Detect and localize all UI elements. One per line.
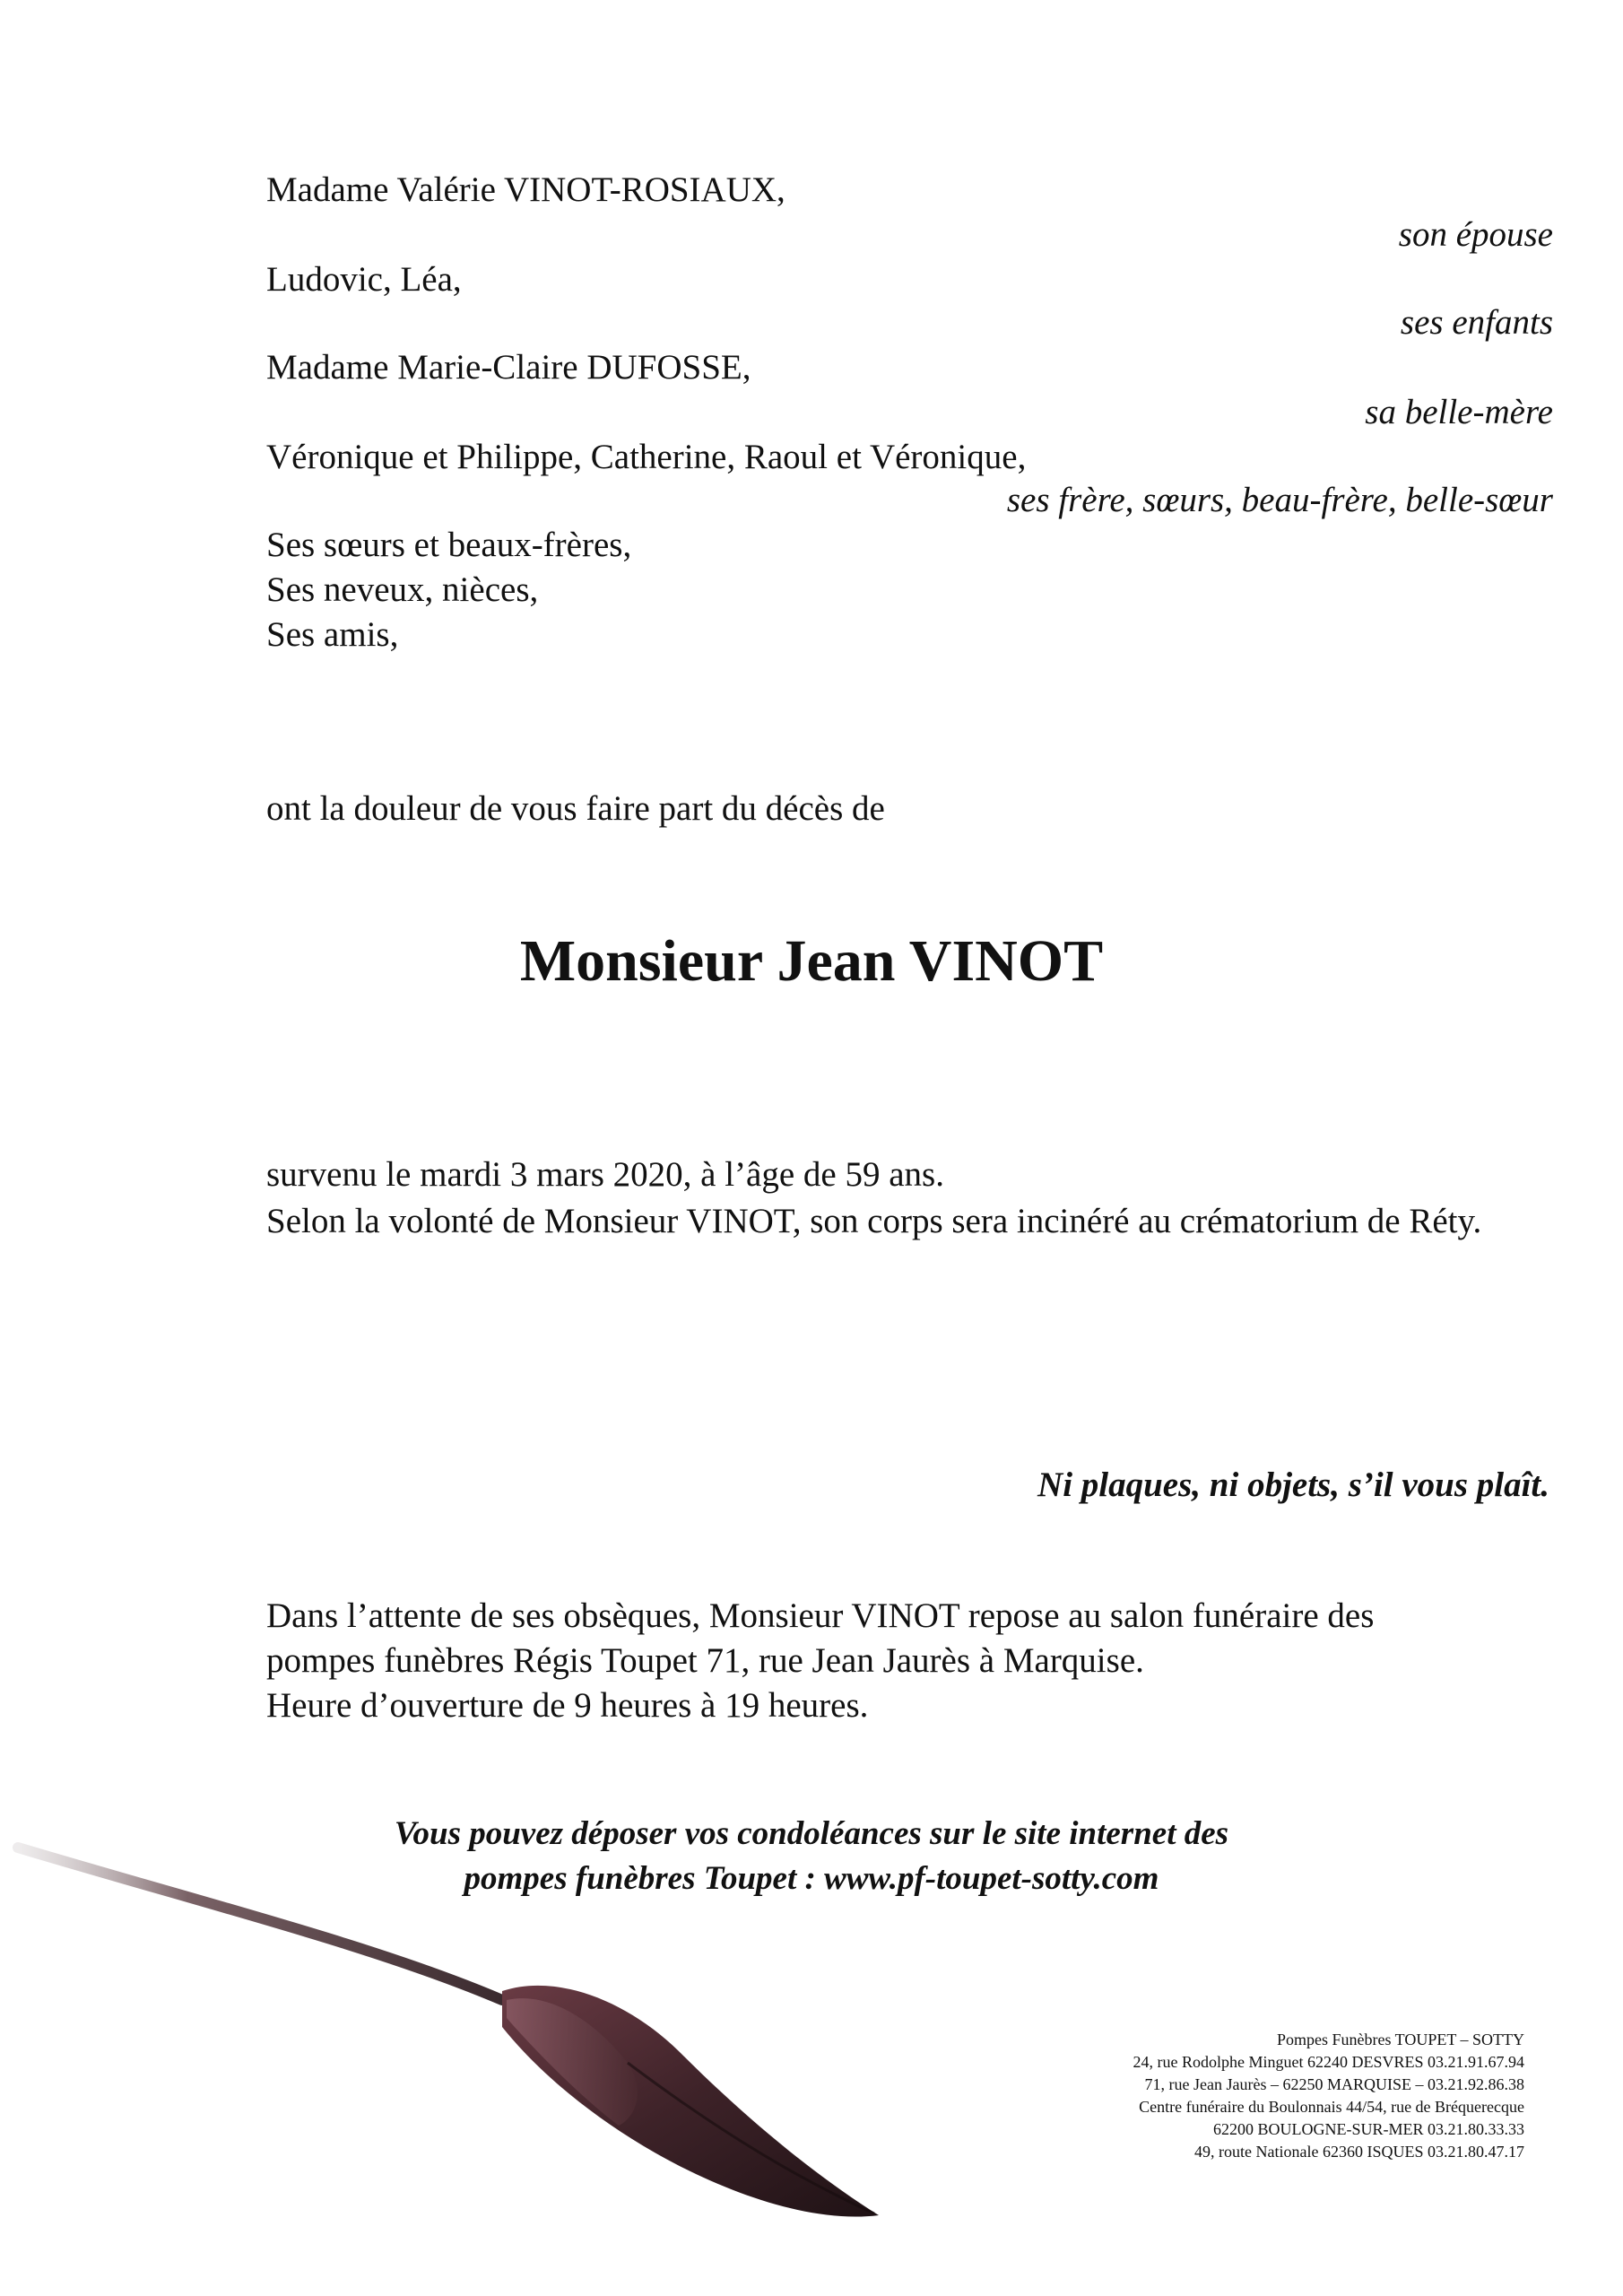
cremation-text: Selon la volonté de Monsieur VINOT, son corps sera incinéré au crématorium de Réty. — [266, 1202, 1482, 1240]
footer-boulogne: 62200 BOULOGNE-SUR-MER 03.21.80.33.33 — [1212, 2120, 1524, 2138]
footer-desvres: 24, rue Rodolphe Minguet 62240 DESVRES 03.21.91.67.94 — [1133, 2053, 1524, 2071]
salon-line-2: pompes funèbres Régis Toupet 71, rue Jean Jaurès à Marquise. — [266, 1641, 1144, 1680]
salon-line-3: Heure d’ouverture de 9 heures à 19 heures. — [266, 1686, 869, 1725]
condolences-line-2: pompes funèbres Toupet : www.pf-toupet-sotty.com — [464, 1860, 1159, 1897]
role-mother-in-law: sa belle-mère — [1365, 393, 1553, 431]
footer-marquise: 71, rue Jean Jaurès – 62250 MARQUISE – 03.21.92.86.38 — [1144, 2075, 1524, 2093]
footer-company: Pompes Funèbres TOUPET – SOTTY — [1276, 2031, 1524, 2048]
deceased-name: Monsieur Jean VINOT — [519, 928, 1104, 994]
role-children: ses enfants — [1400, 303, 1553, 342]
footer-isques: 49, route Nationale 62360 ISQUES 03.21.80.47.17 — [1194, 2143, 1524, 2161]
role-spouse: son épouse — [1398, 215, 1553, 254]
salon-line-1: Dans l’attente de ses obsèques, Monsieur VINOT repose au salon funéraire des — [266, 1596, 1375, 1635]
no-plaques-notice: Ni plaques, ni objets, s’il vous plaît. — [1037, 1465, 1549, 1504]
family-line-siblings: Véronique et Philippe, Catherine, Raoul et Véronique, — [266, 438, 1027, 476]
condolences-block — [0, 1812, 1623, 1901]
announcement-text: ont la douleur de vous faire part du décès de — [266, 789, 885, 828]
role-siblings: ses frère, sœurs, beau-frère, belle-sœur — [1006, 481, 1553, 519]
family-line-sisters: Ses sœurs et beaux-frères, — [266, 526, 632, 564]
funeral-home-footer — [1133, 2029, 1525, 2163]
date-text: survenu le mardi 3 mars 2020, à l’âge de 59 ans. — [266, 1155, 944, 1194]
family-line-nephews: Ses neveux, nièces, — [266, 570, 539, 609]
family-line-friends: Ses amis, — [266, 615, 399, 654]
family-line-mother-in-law: Madame Marie-Claire DUFOSSE, — [266, 348, 751, 387]
family-line-children: Ludovic, Léa, — [266, 260, 462, 299]
footer-boulonnais: Centre funéraire du Boulonnais 44/54, rue de Bréquerecque — [1139, 2098, 1524, 2116]
family-line-spouse: Madame Valérie VINOT-ROSIAUX, — [266, 170, 785, 209]
condolences-line-1: Vous pouvez déposer vos condoléances sur le site internet des — [394, 1815, 1229, 1852]
